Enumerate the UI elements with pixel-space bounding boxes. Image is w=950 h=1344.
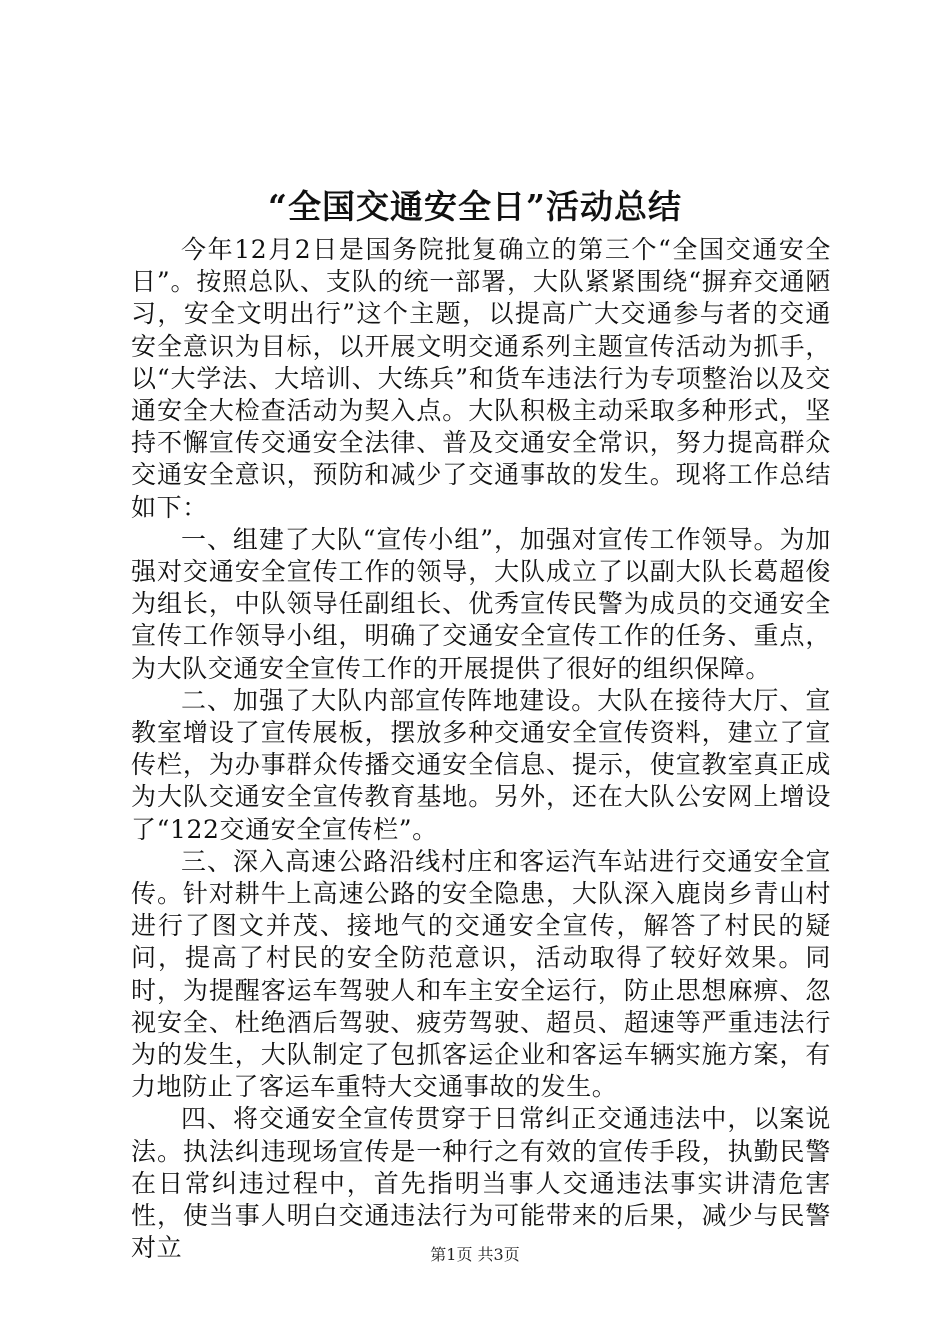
- document-title: “全国交通安全日”活动总结: [268, 187, 682, 226]
- document-body: [131, 234, 831, 1265]
- paragraph-section-1: 一、组建了大队“宣传小组”，加强对宣传工作领导。为加强对交通安全宣传工作的领导，大队成立了以副大队长葛超俊为组长，中队领导任副组长、优秀宣传民警为成员的交通安全宣传工作领导小组，明确了交通安全宣传工作的任务、重点，为大队交通安全宣传工作的开展提供了很好的组织保障。: [131, 524, 831, 683]
- page-footer: 第1页 共3页: [430, 1245, 520, 1264]
- paragraph-section-2: 二、加强了大队内部宣传阵地建设。大队在接待大厅、宣教室增设了宣传展板，摆放多种交通安全宣传资料，建立了宣传栏，为办事群众传播交通安全信息、提示，使宣教室真正成为大队交通安全宣传教育基地。另外，还在大队公安网上增设了“122交通安全宣传栏”。: [131, 685, 831, 844]
- paragraph-intro: 今年12月2日是国务院批复确立的第三个“全国交通安全日”。按照总队、支队的统一部署，大队紧紧围绕“摒弃交通陋习，安全文明出行”这个主题，以提高广大交通参与者的交通安全意识为目标，以开展文明交通系列主题宣传活动为抓手，以“大学法、大培训、大练兵”和货车违法行为专项整治以及交通安全大检查活动为契入点。大队积极主动采取多种形式，坚持不懈宣传交通安全法律、普及交通安全常识，努力提高群众交通安全意识，预防和减少了交通事故的发生。现将工作总结如下：: [131, 235, 831, 522]
- paragraph-section-4: 四、将交通安全宣传贯穿于日常纠正交通违法中，以案说法。执法纠违现场宣传是一种行之有效的宣传手段，执勤民警在日常纠违过程中，首先指明当事人交通违法事实讲清危害性，使当事人明白交通违法行为可能带来的后果，减少与民警对立: [131, 1104, 831, 1263]
- paragraph-section-3: 三、深入高速公路沿线村庄和客运汽车站进行交通安全宣传。针对耕牛上高速公路的安全隐患，大队深入鹿岗乡青山村进行了图文并茂、接地气的交通安全宣传，解答了村民的疑问，提高了村民的安全防范意识，活动取得了较好效果。同时，为提醒客运车驾驶人和车主安全运行，防止思想麻痹、忽视安全、杜绝酒后驾驶、疲劳驾驶、超员、超速等严重违法行为的发生，大队制定了包抓客运企业和客运车辆实施方案，有力地防止了客运车重特大交通事故的发生。: [131, 846, 831, 1102]
